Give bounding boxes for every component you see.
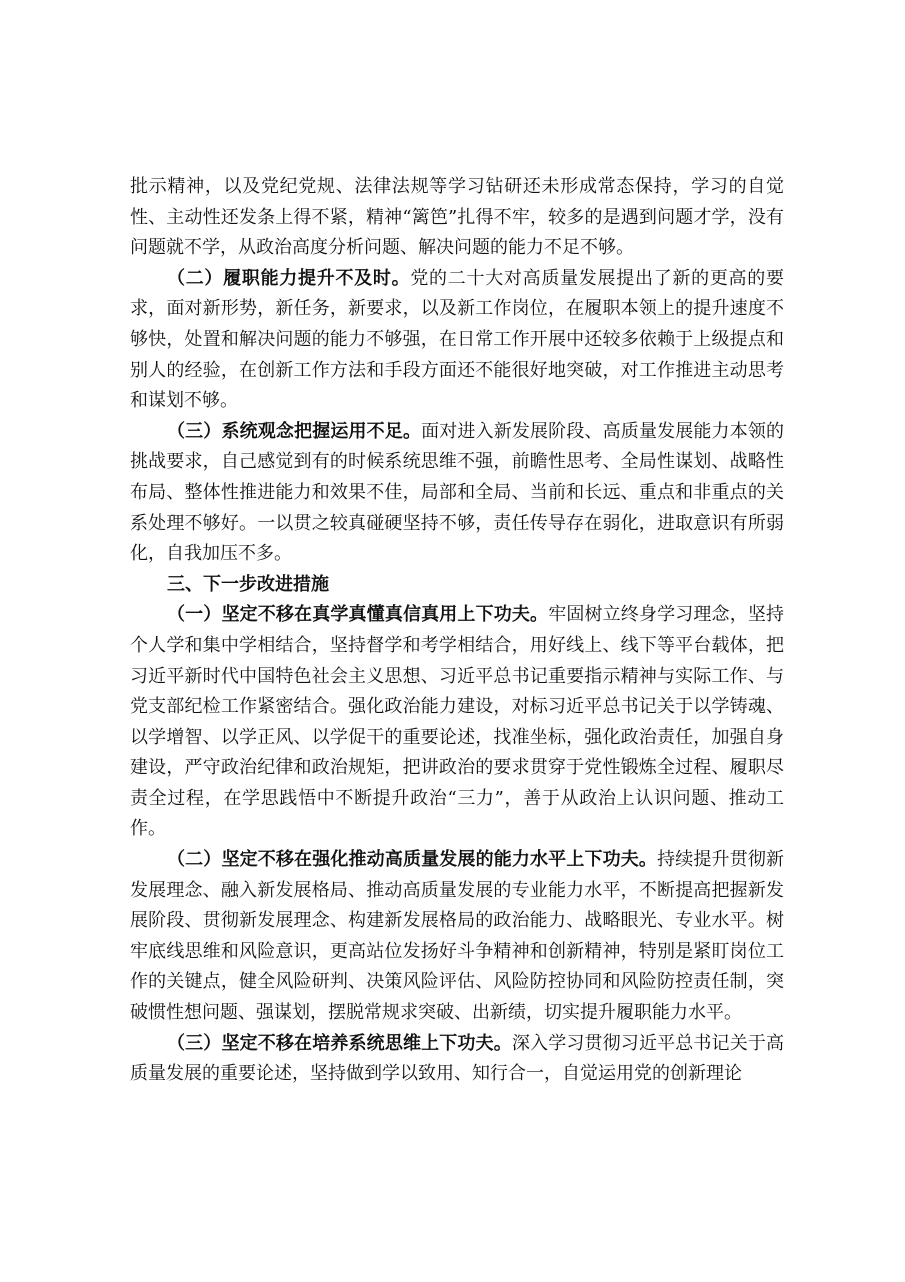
- paragraph-text: 牢固树立终身学习理念，坚持个人学和集中学相结合，坚持督学和考学相结合，用好线上、线下等平台载体，把习近平新时代中国特色社会主义思想、习近平总书记重要指示精神与实际工作、与党支部纪检工作紧密结合。强化政治能力建设，对标习近平总书记关于以学铸魂、以学增智、以学正风、以学促干的重要论述，找准坐标，强化政治责任，加强自身建设，严守政治纪律和政治规矩，把讲政治的要求贯穿于党性锻炼全过程、履职尽责全过程，在学思践悟中不断提升政治“三力”，善于从政治上认识问题、推动工作。: [130, 604, 785, 840]
- paragraph-text: 党的二十大对高质量发展提出了新的更高的要求，面对新形势，新任务，新要求，以及新工作岗位，在履职本领上的提升速度不够快，处置和解决问题的能力不够强，在日常工作开展中还较多依赖于上级提点和别人的经验，在创新工作方法和手段方面还不能很好地突破，对工作推进主动思考和谋划不够。: [130, 267, 784, 412]
- paragraph-continuation: [130, 172, 784, 264]
- paragraph-text: 深入学习贯彻习近平总书记关于高质量发展的重要论述，坚持做到学以致用、知行合一，自觉运用党的创新理论: [130, 1032, 785, 1085]
- paragraph-text: 面对进入新发展阶段、高质量发展能力本领的挑战要求，自己感觉到有的时候系统思维不强，前瞻性思考、全局性谋划、战略性布局、整体性推进能力和效果不佳，局部和全局、当前和长远、重点和非重点的关系处理不够好。一以贯之较真碰硬坚持不够，责任传导存在弱化，进取意识有所弱化，自我加压不多。: [130, 420, 785, 565]
- paragraph-lead: （一）坚定不移在真学真懂真信真用上下功夫。: [167, 604, 549, 626]
- paragraph-measure-quality-development: [130, 845, 784, 1029]
- paragraph-lead: （二）履职能力提升不及时。: [167, 267, 411, 289]
- paragraph-measure-study: [130, 600, 784, 845]
- paragraph-lead: （三）坚定不移在培养系统思维上下功夫。: [167, 1032, 512, 1054]
- paragraph-measure-system-thinking: [130, 1029, 784, 1090]
- paragraph-text: 批示精神，以及党纪党规、法律法规等学习钻研还未形成常态保持，学习的自觉性、主动性还发条上得不紧，精神“篱笆”扎得不牢，较多的是遇到问题才学，没有问题就不学，从政治高度分析问题、解决问题的能力不足不够。: [130, 176, 784, 259]
- paragraph-lead: （二）坚定不移在强化推动高质量发展的能力水平上下功夫。: [167, 849, 658, 871]
- section-heading: 三、下一步改进措施: [167, 573, 329, 595]
- paragraph-lead: （三）系统观念把握运用不足。: [167, 420, 422, 442]
- paragraph-performance-ability: [130, 264, 784, 417]
- document-page: [130, 172, 784, 1090]
- paragraph-text: 持续提升贯彻新发展理念、融入新发展格局、推动高质量发展的专业能力水平，不断提高把握新发展阶段、贯彻新发展理念、构建新发展格局的政治能力、战略眼光、专业水平。树牢底线思维和风险意识，更高站位发扬好斗争精神和创新精神，特别是紧盯岗位工作的关键点，健全风险研判、决策风险评估、风险防控协同和风险防控责任制，突破惯性想问题、强谋划，摆脱常规求突破、出新绩，切实提升履职能力水平。: [130, 849, 785, 1024]
- paragraph-system-concept: [130, 417, 784, 570]
